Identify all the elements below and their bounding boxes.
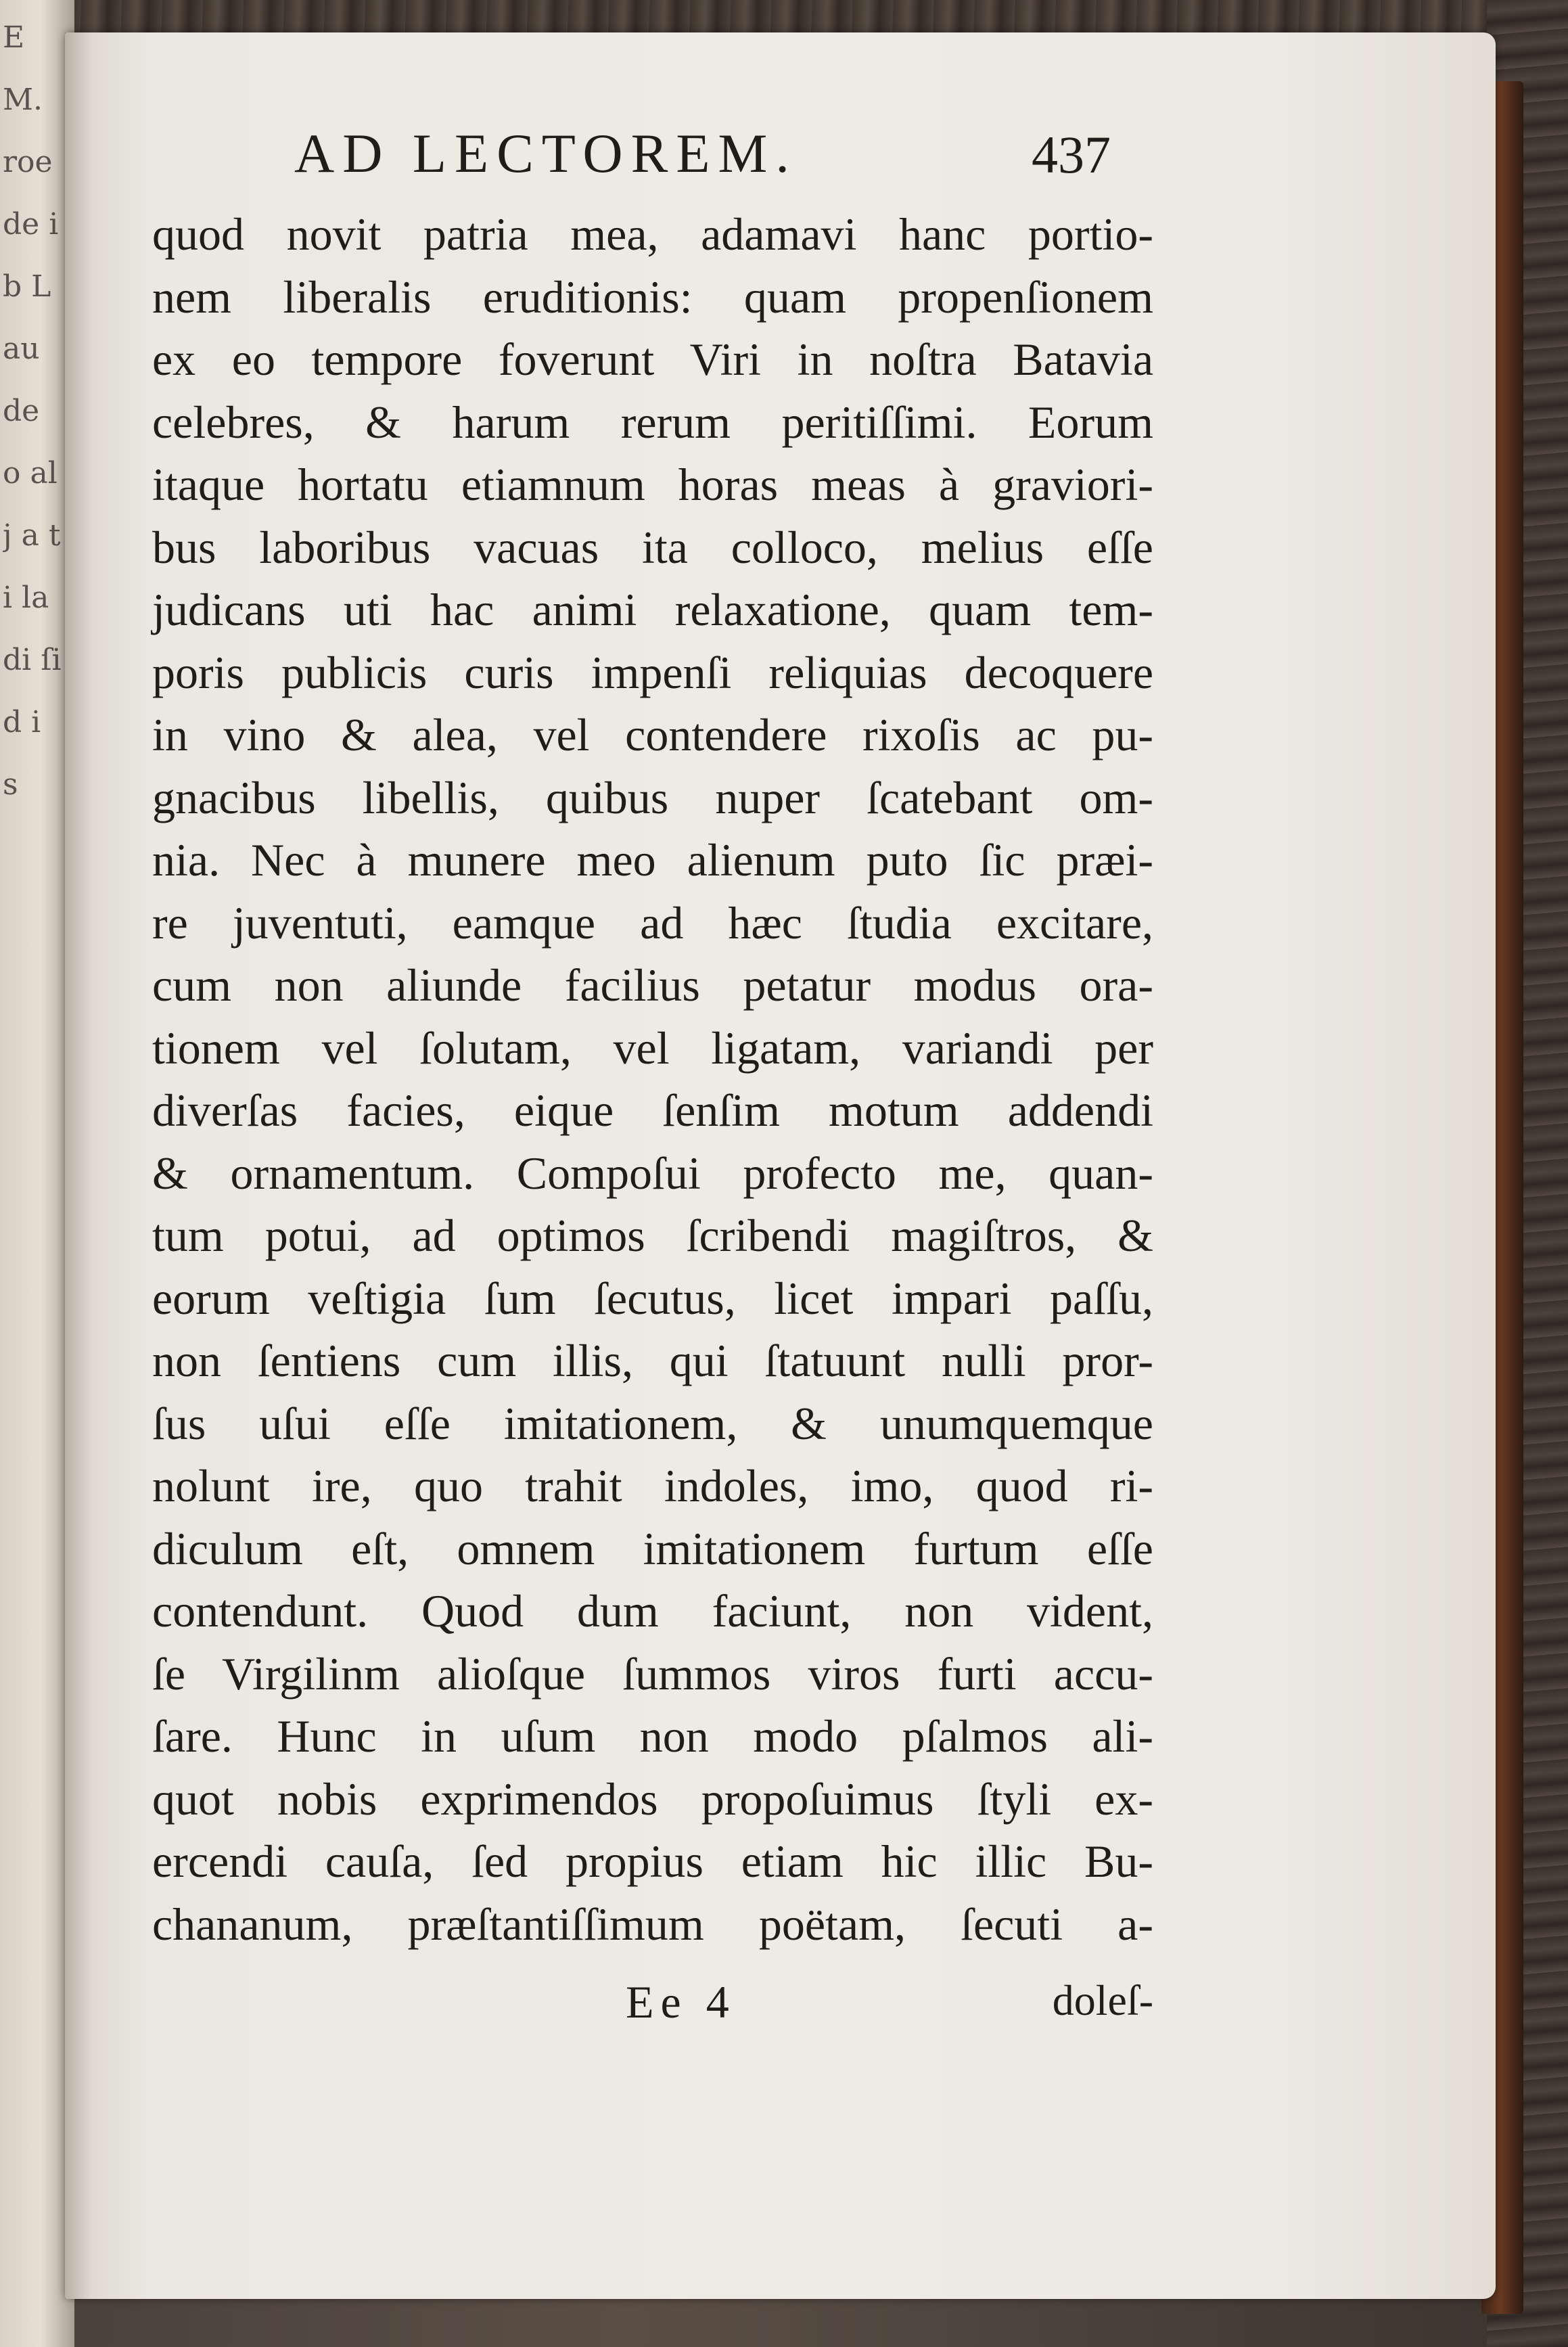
text-line: ſus uſui eſſe imitationem, & unumquemque — [152, 1397, 1153, 1449]
text-line: nolunt ire, quo trahit indoles, imo, quod ri- — [152, 1460, 1153, 1511]
catchword: doleſ- — [1052, 1976, 1153, 2024]
signature-mark: Ee 4 — [626, 1976, 736, 2028]
text-line: eorum veſtigia ſum ſecutus, licet impari paſſu, — [152, 1272, 1153, 1324]
body-text — [152, 203, 1153, 1955]
text-line: bus laboribus vacuas ita colloco, melius eſſe — [152, 521, 1153, 573]
text-line: chananum, præſtantiſſimum poëtam, ſecuti a- — [152, 1898, 1153, 1950]
text-line: ſe Virgilinm alioſque ſummos viros furti accu- — [152, 1647, 1153, 1700]
facing-page-text: E M. roe de ib Lau de o alj a ti la di ſi d i s — [3, 20, 62, 802]
page-footer — [152, 1976, 1153, 2057]
facing-page-edge — [0, 0, 74, 2347]
page-gutter-shadow — [65, 32, 92, 2299]
running-head-title: AD LECTOREM. — [294, 122, 798, 184]
text-line: tionem vel ſolutam, vel ligatam, variandi per — [152, 1022, 1153, 1074]
text-line: quod novit patria mea, adamavi hanc portio- — [152, 208, 1153, 260]
text-line: & ornamentum. Compoſui profecto me, quan- — [152, 1147, 1153, 1199]
page-content — [152, 122, 1153, 2057]
text-line: ex eo tempore foverunt Viri in noſtra Batavia — [152, 334, 1153, 385]
text-line: in vino & alea, vel contendere rixoſis ac pu- — [152, 709, 1153, 760]
text-line: gnacibus libellis, quibus nuper ſcatebant om- — [152, 771, 1153, 823]
text-line: ſare. Hunc in uſum non modo pſalmos ali- — [152, 1710, 1153, 1762]
text-line: diverſas facies, eique ſenſim motum addendi — [152, 1085, 1153, 1136]
text-line: contendunt. Quod dum faciunt, non vident, — [152, 1585, 1153, 1637]
running-head — [152, 122, 1153, 203]
text-line: quot nobis exprimendos propoſuimus ſtyli ex- — [152, 1773, 1153, 1825]
text-line: judicans uti hac animi relaxatione, quam tem- — [152, 584, 1153, 635]
text-line: nia. Nec à munere meo alienum puto ſic præi- — [152, 834, 1153, 886]
text-line: celebres, & harum rerum peritiſſimi. Eorum — [152, 396, 1153, 448]
page-number: 437 — [1032, 125, 1111, 184]
text-line: non ſentiens cum illis, qui ſtatuunt nulli pror- — [152, 1335, 1153, 1386]
text-line: nem liberalis eruditionis: quam propenſionem — [152, 271, 1153, 323]
text-line: ercendi cauſa, ſed propius etiam hic illic Bu- — [152, 1836, 1153, 1887]
text-line: re juventuti, eamque ad hæc ſtudia excitare, — [152, 896, 1153, 949]
text-line: itaque hortatu etiamnum horas meas à graviori- — [152, 459, 1153, 510]
text-line: poris publicis curis impenſi reliquias decoquere — [152, 646, 1153, 698]
text-line: tum potui, ad optimos ſcribendi magiſtros, & — [152, 1210, 1153, 1261]
text-line: diculum eſt, omnem imitationem furtum eſſe — [152, 1522, 1153, 1574]
text-line: cum non aliunde facilius petatur modus ora- — [152, 959, 1153, 1011]
